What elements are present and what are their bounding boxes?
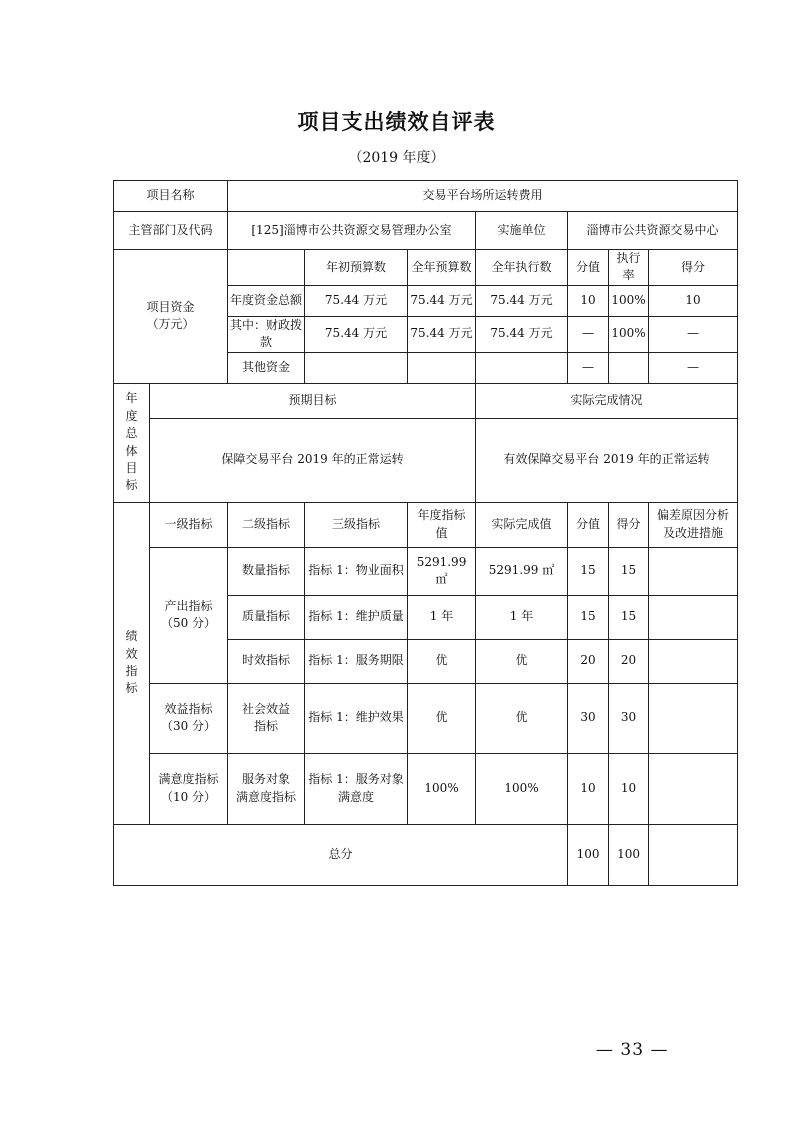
funds-initial: 75.44 万元 [305,316,408,352]
funds-rate: 100% [609,316,649,352]
funds-label [114,250,228,384]
implementing-unit-label: 实施单位 [476,212,568,250]
deviation-cell [649,547,738,595]
goals-label-char: 标 [125,478,138,493]
header-deviation [649,502,738,547]
funds-header-initial: 年初预算数 [305,250,408,286]
funds-initial [305,352,408,383]
funds-header-row [114,250,738,286]
funds-label-line2: （万元） [146,317,195,332]
actual-value-cell: 优 [476,683,568,753]
funds-score-value: — [568,352,609,383]
funds-rate [609,352,649,383]
funds-row-label: 其中：财政拨款 [228,316,305,352]
performance-indicators-label [114,502,150,824]
header-level2: 二级指标 [228,502,305,547]
level2-line2: 满意度指标 [236,789,297,804]
level3-cell: 指标 1：维护效果 [305,683,408,753]
score-cell: 15 [609,547,649,595]
funds-header-score: 得分 [649,250,738,286]
score-cell: 15 [609,595,649,639]
funds-annual: 75.44 万元 [408,285,476,316]
evaluation-table [113,180,738,886]
level2-line1: 社会效益 [242,701,291,716]
funds-score: — [649,316,738,352]
header-score-value: 分值 [568,502,609,547]
level3-line2: 满意度 [338,789,375,804]
header-deviation-line2: 及改进措施 [663,525,724,540]
funds-initial: 75.44 万元 [305,285,408,316]
expected-goal-header: 预期目标 [150,383,476,418]
score-value-cell: 10 [568,753,609,824]
level3-line1: 指标 1：服务对象 [308,772,404,787]
funds-header-blank [228,250,305,286]
goals-label-char: 目 [125,460,138,475]
satisfaction-indicator-label [150,753,228,824]
total-score: 100 [609,824,649,885]
indicators-label-char: 标 [125,681,138,696]
annual-value-cell: 5291.99 ㎡ [408,547,476,595]
deviation-cell [649,639,738,683]
funds-executed: 75.44 万元 [476,285,568,316]
department-row [114,212,738,250]
annual-value-cell: 1 年 [408,595,476,639]
score-value-cell: 20 [568,639,609,683]
deviation-cell [649,753,738,824]
deviation-cell [649,595,738,639]
funds-header-rate: 执行率 [609,250,649,286]
level2-line1: 服务对象 [242,772,291,787]
department-label: 主管部门及代码 [114,212,228,250]
level3-cell: 指标 1：维护质量 [305,595,408,639]
score-cell: 10 [609,753,649,824]
funds-header-score-value: 分值 [568,250,609,286]
project-name-value: 交易平台场所运转费用 [228,181,738,212]
benefit-label-line2: （30 分） [160,719,217,734]
annual-goals-label [114,383,150,502]
implementing-unit-value: 淄博市公共资源交易中心 [568,212,738,250]
funds-row-label: 年度资金总额 [228,285,305,316]
goals-label-char: 年 [125,391,138,406]
output-indicator-label [150,547,228,683]
actual-completion-header: 实际完成情况 [476,383,738,418]
level2-cell: 质量指标 [228,595,305,639]
indicator-row-benefit [114,683,738,753]
level2-cell: 数量指标 [228,547,305,595]
goals-header-row [114,383,738,418]
header-level1: 一级指标 [150,502,228,547]
actual-value-cell: 100% [476,753,568,824]
goals-content-row [114,418,738,502]
header-deviation-line1: 偏差原因分析 [657,508,730,523]
project-name-label: 项目名称 [114,181,228,212]
project-name-row [114,181,738,212]
indicators-label-char: 绩 [125,629,138,644]
output-label-line2: （50 分） [160,616,217,631]
total-score-value: 100 [568,824,609,885]
level2-line2: 指标 [254,719,279,734]
funds-score: — [649,352,738,383]
level3-cell [305,753,408,824]
funds-label-line1: 项目资金 [146,299,195,314]
deviation-cell [649,683,738,753]
score-cell: 30 [609,683,649,753]
satisfaction-label-line1: 满意度指标 [158,772,219,787]
funds-executed: 75.44 万元 [476,316,568,352]
total-row [114,824,738,885]
actual-value-cell: 优 [476,639,568,683]
indicators-label-char: 指 [125,664,138,679]
header-annual-value-line1: 年度指标 [417,508,466,523]
header-actual-value: 实际完成值 [476,502,568,547]
total-label: 总分 [114,824,568,885]
indicator-row-quantity [114,547,738,595]
level2-cell [228,683,305,753]
level3-cell: 指标 1：服务期限 [305,639,408,683]
score-value-cell: 15 [568,547,609,595]
benefit-indicator-label [150,683,228,753]
funds-rate: 100% [609,285,649,316]
header-annual-value [408,502,476,547]
output-label-line1: 产出指标 [164,598,213,613]
annual-value-cell: 100% [408,753,476,824]
funds-score: 10 [649,285,738,316]
benefit-label-line1: 效益指标 [164,701,213,716]
score-value-cell: 15 [568,595,609,639]
page-number: — 33 — [596,1040,669,1060]
score-value-cell: 30 [568,683,609,753]
funds-header-annual: 全年预算数 [408,250,476,286]
page-title: 项目支出绩效自评表 [297,110,496,134]
actual-value-cell: 5291.99 ㎡ [476,547,568,595]
satisfaction-label-line2: （10 分） [160,789,217,804]
header-score: 得分 [609,502,649,547]
header-level3: 三级指标 [305,502,408,547]
indicators-header-row [114,502,738,547]
funds-annual [408,352,476,383]
funds-annual: 75.44 万元 [408,316,476,352]
funds-header-executed: 全年执行数 [476,250,568,286]
annual-value-cell: 优 [408,639,476,683]
annual-value-cell: 优 [408,683,476,753]
level3-cell: 指标 1：物业面积 [305,547,408,595]
funds-score-value: — [568,316,609,352]
page-subtitle: （2019 年度） [348,150,445,166]
department-value: [125]淄博市公共资源交易管理办公室 [228,212,476,250]
goals-label-char: 总 [125,426,138,441]
total-deviation [649,824,738,885]
level2-cell [228,753,305,824]
goals-label-char: 体 [125,443,138,458]
header-annual-value-line2: 值 [435,525,448,540]
expected-goal-text: 保障交易平台 2019 年的正常运转 [150,418,476,502]
funds-row-label: 其他资金 [228,352,305,383]
funds-executed [476,352,568,383]
actual-completion-text: 有效保障交易平台 2019 年的正常运转 [476,418,738,502]
indicator-row-satisfaction [114,753,738,824]
score-cell: 20 [609,639,649,683]
actual-value-cell: 1 年 [476,595,568,639]
level2-cell: 时效指标 [228,639,305,683]
funds-score-value: 10 [568,285,609,316]
goals-label-char: 度 [125,408,138,423]
indicators-label-char: 效 [125,646,138,661]
